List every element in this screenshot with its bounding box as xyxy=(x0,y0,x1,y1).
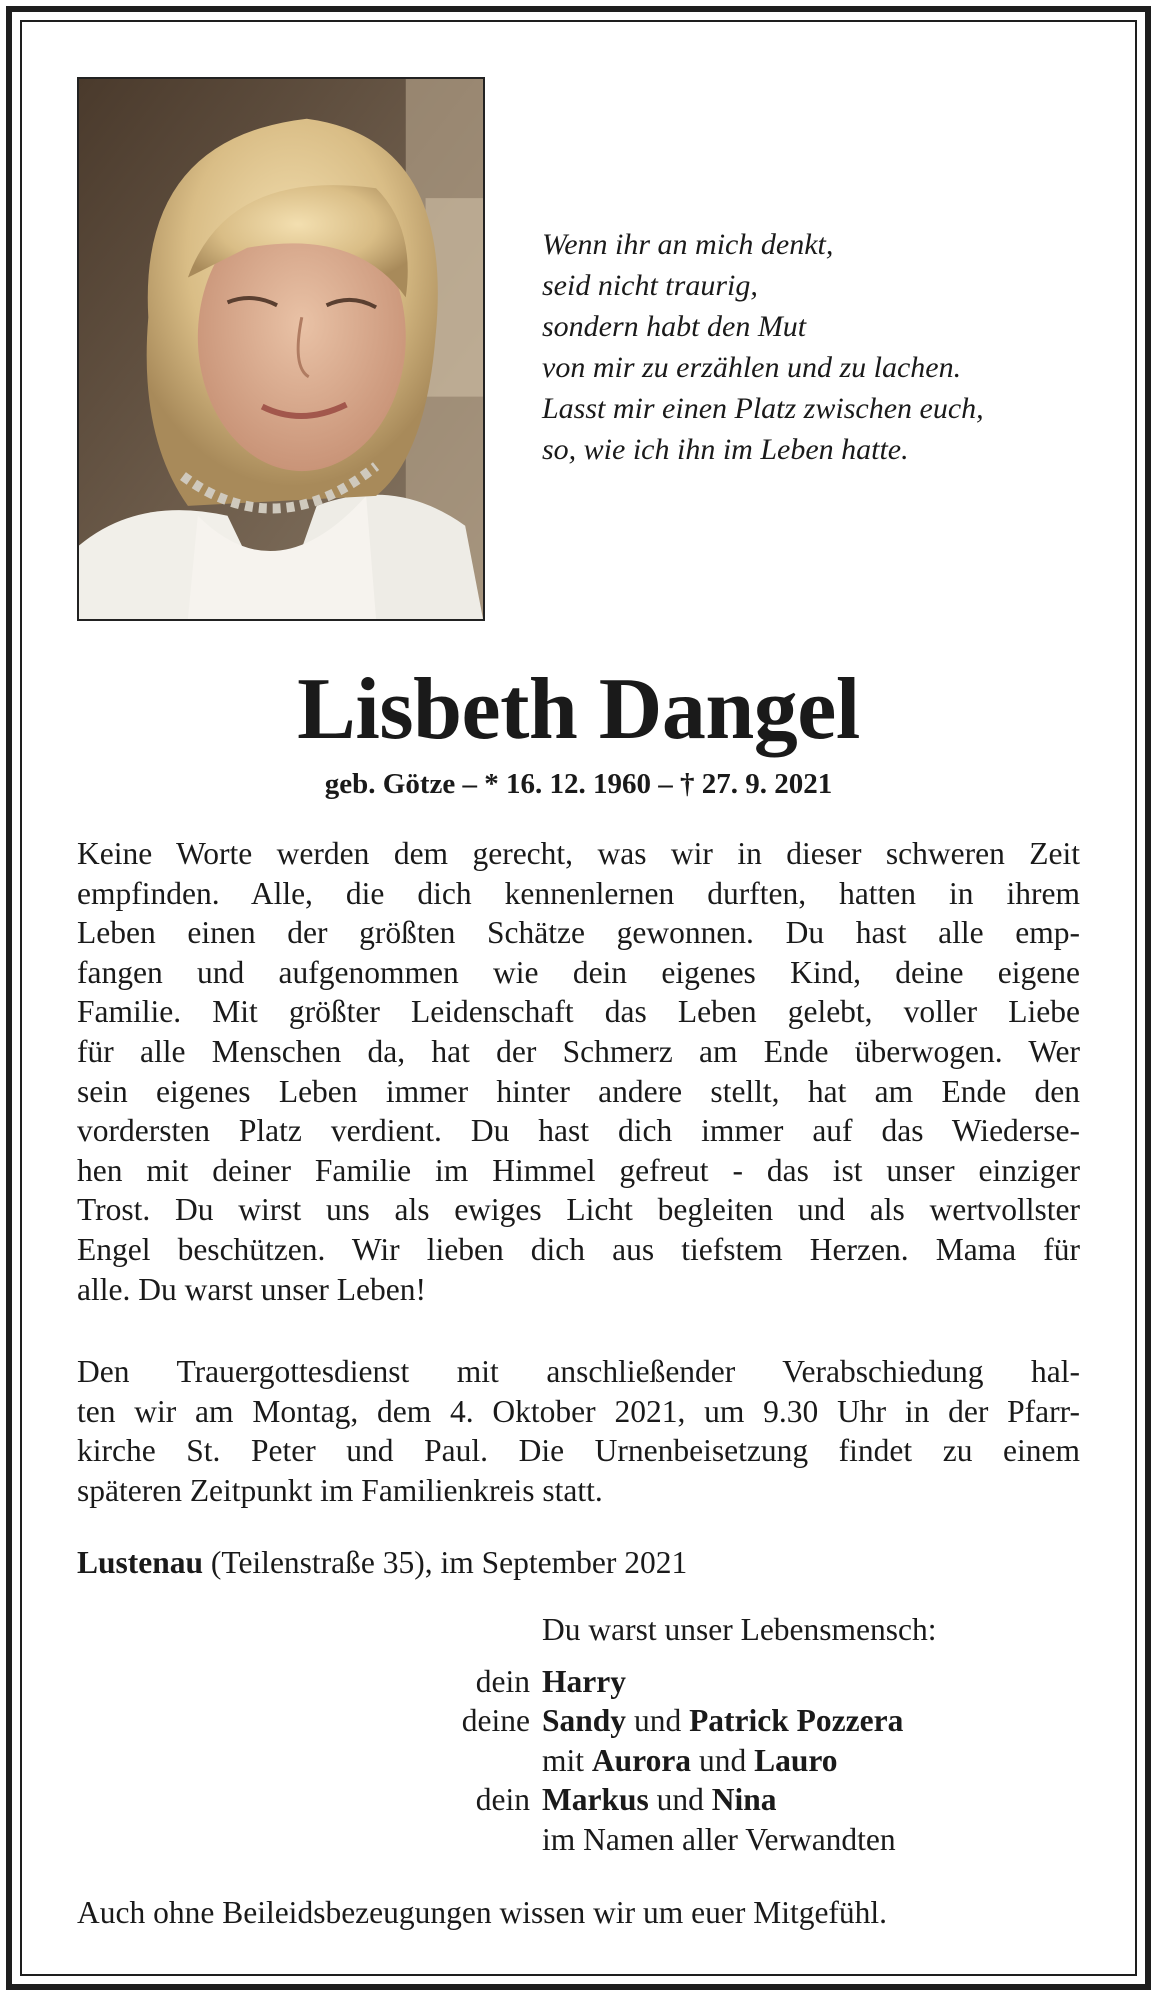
verse-line: sondern habt den Mut xyxy=(542,310,807,343)
text-line: Engel beschützen. Wir lieben dich aus tiefstem Herzen. Mama für xyxy=(77,1231,1080,1267)
signoff-intro: Du warst unser Lebensmensch: xyxy=(542,1612,937,1647)
text-line: empfinden. Alle, die dich kennenlernen durften, hatten in ihrem xyxy=(77,875,1080,911)
text-line: ten wir am Montag, dem 4. Oktober 2021, um 9.30 Uhr in der Pfarr- xyxy=(77,1393,1080,1429)
town-name: Lustenau xyxy=(77,1545,204,1580)
text-line: sein eigenes Leben immer hinter andere stellt, hat am Ende den xyxy=(77,1073,1080,1109)
portrait-image xyxy=(79,79,483,619)
text-line: vordersten Platz verdient. Du hast dich immer auf das Wiederse- xyxy=(77,1113,1080,1149)
family-member-name: Harry xyxy=(542,1663,626,1699)
verse-line: so, wie ich ihn im Leben hatte. xyxy=(542,433,909,466)
verse-line: seid nicht traurig, xyxy=(542,269,758,302)
family-signoff xyxy=(0,1610,1157,1859)
text-line: für alle Menschen da, hat der Schmerz am Ende überwogen. Wer xyxy=(77,1033,1080,1069)
closing-line: Auch ohne Beileidsbezeugungen wissen wir um euer Mitgefühl. xyxy=(77,1895,888,1930)
family-member-name: Markus xyxy=(542,1782,649,1817)
conjunction: und xyxy=(648,1782,712,1817)
signoff-prefix: dein xyxy=(475,1663,530,1699)
address-and-month: (Teilenstraße 35), im September 2021 xyxy=(203,1545,688,1580)
text-line: Familie. Mit größter Leidenschaft das Leben gelebt, voller Liebe xyxy=(77,994,1080,1030)
verse-line: Wenn ihr an mich denkt, xyxy=(542,228,834,261)
conjunction: und xyxy=(626,1703,690,1738)
text-line: Trost. Du wirst uns als ewiges Licht begleiten und als wertvollster xyxy=(77,1192,1080,1228)
birth-death-dates: geb. Götze – * 16. 12. 1960 – † 27. 9. 2021 xyxy=(324,768,833,800)
conjunction: mit xyxy=(542,1742,592,1778)
body-paragraph-1 xyxy=(77,834,1080,1309)
family-member-name: Aurora xyxy=(591,1742,692,1778)
family-member-name: Sandy xyxy=(542,1703,627,1738)
family-member-name: Patrick Pozzera xyxy=(689,1703,904,1738)
text-line: Leben einen der größten Schätze gewonnen. Du hast alle emp- xyxy=(77,915,1080,951)
text-line: Keine Worte werden dem gerecht, was wir in dieser schweren Zeit xyxy=(77,836,1080,871)
text-line: fangen und aufgenommen wie dein eigenes Kind, deine eigene xyxy=(77,954,1080,990)
verse-line: von mir zu erzählen und zu lachen. xyxy=(542,351,962,384)
conjunction: und xyxy=(691,1742,755,1778)
text-line: späteren Zeitpunkt im Familienkreis statt. xyxy=(77,1472,603,1508)
portrait-photo xyxy=(77,77,485,621)
verse-line: Lasst mir einen Platz zwischen euch, xyxy=(542,392,984,425)
place-and-date xyxy=(77,1543,687,1583)
text-line: hen mit deiner Familie im Himmel gefreut - das ist unser einziger xyxy=(77,1152,1080,1188)
family-member-name: Lauro xyxy=(754,1742,838,1778)
verse xyxy=(542,224,1102,470)
signoff-prefix: dein xyxy=(475,1782,530,1817)
text-line: kirche St. Peter und Paul. Die Urnenbeisetzung findet zu einem xyxy=(77,1433,1080,1469)
family-member-name: Nina xyxy=(711,1782,777,1817)
signoff-outro: im Namen aller Verwandten xyxy=(542,1821,896,1857)
deceased-name: Lisbeth Dangel xyxy=(297,661,860,758)
text-line: alle. Du warst unser Leben! xyxy=(77,1271,426,1307)
body-paragraph-2 xyxy=(77,1352,1080,1510)
signoff-prefix: deine xyxy=(461,1703,530,1738)
text-line: Den Trauergottesdienst mit anschließender Verabschiedung hal- xyxy=(77,1354,1080,1389)
